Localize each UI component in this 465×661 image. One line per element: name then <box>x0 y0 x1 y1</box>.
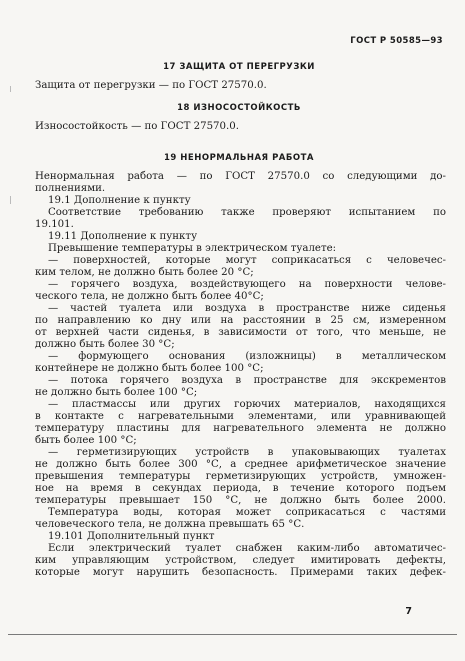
paragraph-line: полнениями. <box>35 183 106 194</box>
section-title-18: 18 ИЗНОСОСТОЙКОСТЬ <box>177 103 301 113</box>
clause-heading: 19.1 Дополнение к пункту <box>48 195 191 206</box>
paragraph-line: Превышение температуры в электрическом туалете: <box>48 243 337 254</box>
list-item-line: должно быть более 30 °С; <box>35 339 175 350</box>
paragraph-line: человеческого тела, не должна превышать 65 °С. <box>35 519 305 530</box>
paragraph-line: Ненормальная работа — по ГОСТ 27570.0 со следующими до- <box>35 171 446 182</box>
list-item-line: — горячего воздуха, воздействующего на поверхности челове- <box>48 279 446 290</box>
paragraph-line: Защита от перегрузки — по ГОСТ 27570.0. <box>35 80 267 91</box>
list-item-line: — пластмассы или других горючих материалов, находящихся <box>48 399 446 410</box>
margin-mark <box>10 86 11 92</box>
list-item-line: температуры превышает 150 °С, не должно быть более 2000. <box>35 495 446 506</box>
list-item-line: ное на время в секундах периода, в течение которого подъем <box>35 483 446 494</box>
list-item-line: от верхней части сиденья, в зависимости от того, что меньше, не <box>35 327 446 338</box>
paragraph-line: ким управляющим устройством, следует имитировать дефекты, <box>35 555 446 566</box>
section-title-19: 19 НЕНОРМАЛЬНАЯ РАБОТА <box>164 153 314 163</box>
page-number: 7 <box>405 606 412 617</box>
list-item-line: температуру пластины для нагревательного элемента не должно <box>35 423 446 434</box>
paragraph-line: Соответствие требованию также проверяют испытанием по <box>48 207 446 218</box>
list-item-line: превышения температуры герметизирующих устройств, умножен- <box>35 471 446 482</box>
list-item-line: не должно быть более 300 °С, а среднее арифметическое значение <box>35 459 446 470</box>
list-item-line: — поверхностей, которые могут соприкасаться с человечес- <box>48 255 446 266</box>
list-item-line: — герметизирующих устройств в упаковывающих туалетах <box>48 447 446 458</box>
paragraph-line: которые могут нарушить безопасность. Примерами таких дефек- <box>35 567 446 578</box>
paragraph-line: Если электрический туалет снабжен каким-либо автоматичес- <box>48 543 446 554</box>
list-item-line: быть более 100 °С; <box>35 435 137 446</box>
list-item-line: контейнере не должно быть более 100 °С; <box>35 363 264 374</box>
section-title-17: 17 ЗАЩИТА ОТ ПЕРЕГРУЗКИ <box>163 62 315 72</box>
standard-number: ГОСТ Р 50585—93 <box>350 36 443 46</box>
list-item-line: в контакте с нагревательными элементами, или уравнивающей <box>35 411 446 422</box>
list-item-line: — частей туалета или воздуха в пространстве ниже сиденья <box>48 303 446 314</box>
paragraph-line: Температура воды, которая может соприкасаться с частями <box>48 507 446 518</box>
list-item-line: не должно быть более 100 °С; <box>35 387 198 398</box>
list-item-line: — потока горячего воздуха в пространстве для экскрементов <box>48 375 446 386</box>
paragraph-line: Износостойкость — по ГОСТ 27570.0. <box>35 121 239 132</box>
clause-heading: 19.101 Дополнительный пункт <box>48 531 215 542</box>
list-item-line: ческого тела, не должно быть более 40°С; <box>35 291 264 302</box>
paragraph-line: 19.101. <box>35 219 74 230</box>
list-item-line: по направлению ко дну или на расстоянии в 25 см, измеренном <box>35 315 446 326</box>
list-item-line: — формующего основания (изложницы) в металлическом <box>48 351 446 362</box>
list-item-line: ким телом, не должно быть более 20 °С; <box>35 267 254 278</box>
clause-heading: 19.11 Дополнение к пункту <box>48 231 198 242</box>
margin-mark <box>10 196 11 204</box>
page-bottom-rule <box>8 634 457 635</box>
